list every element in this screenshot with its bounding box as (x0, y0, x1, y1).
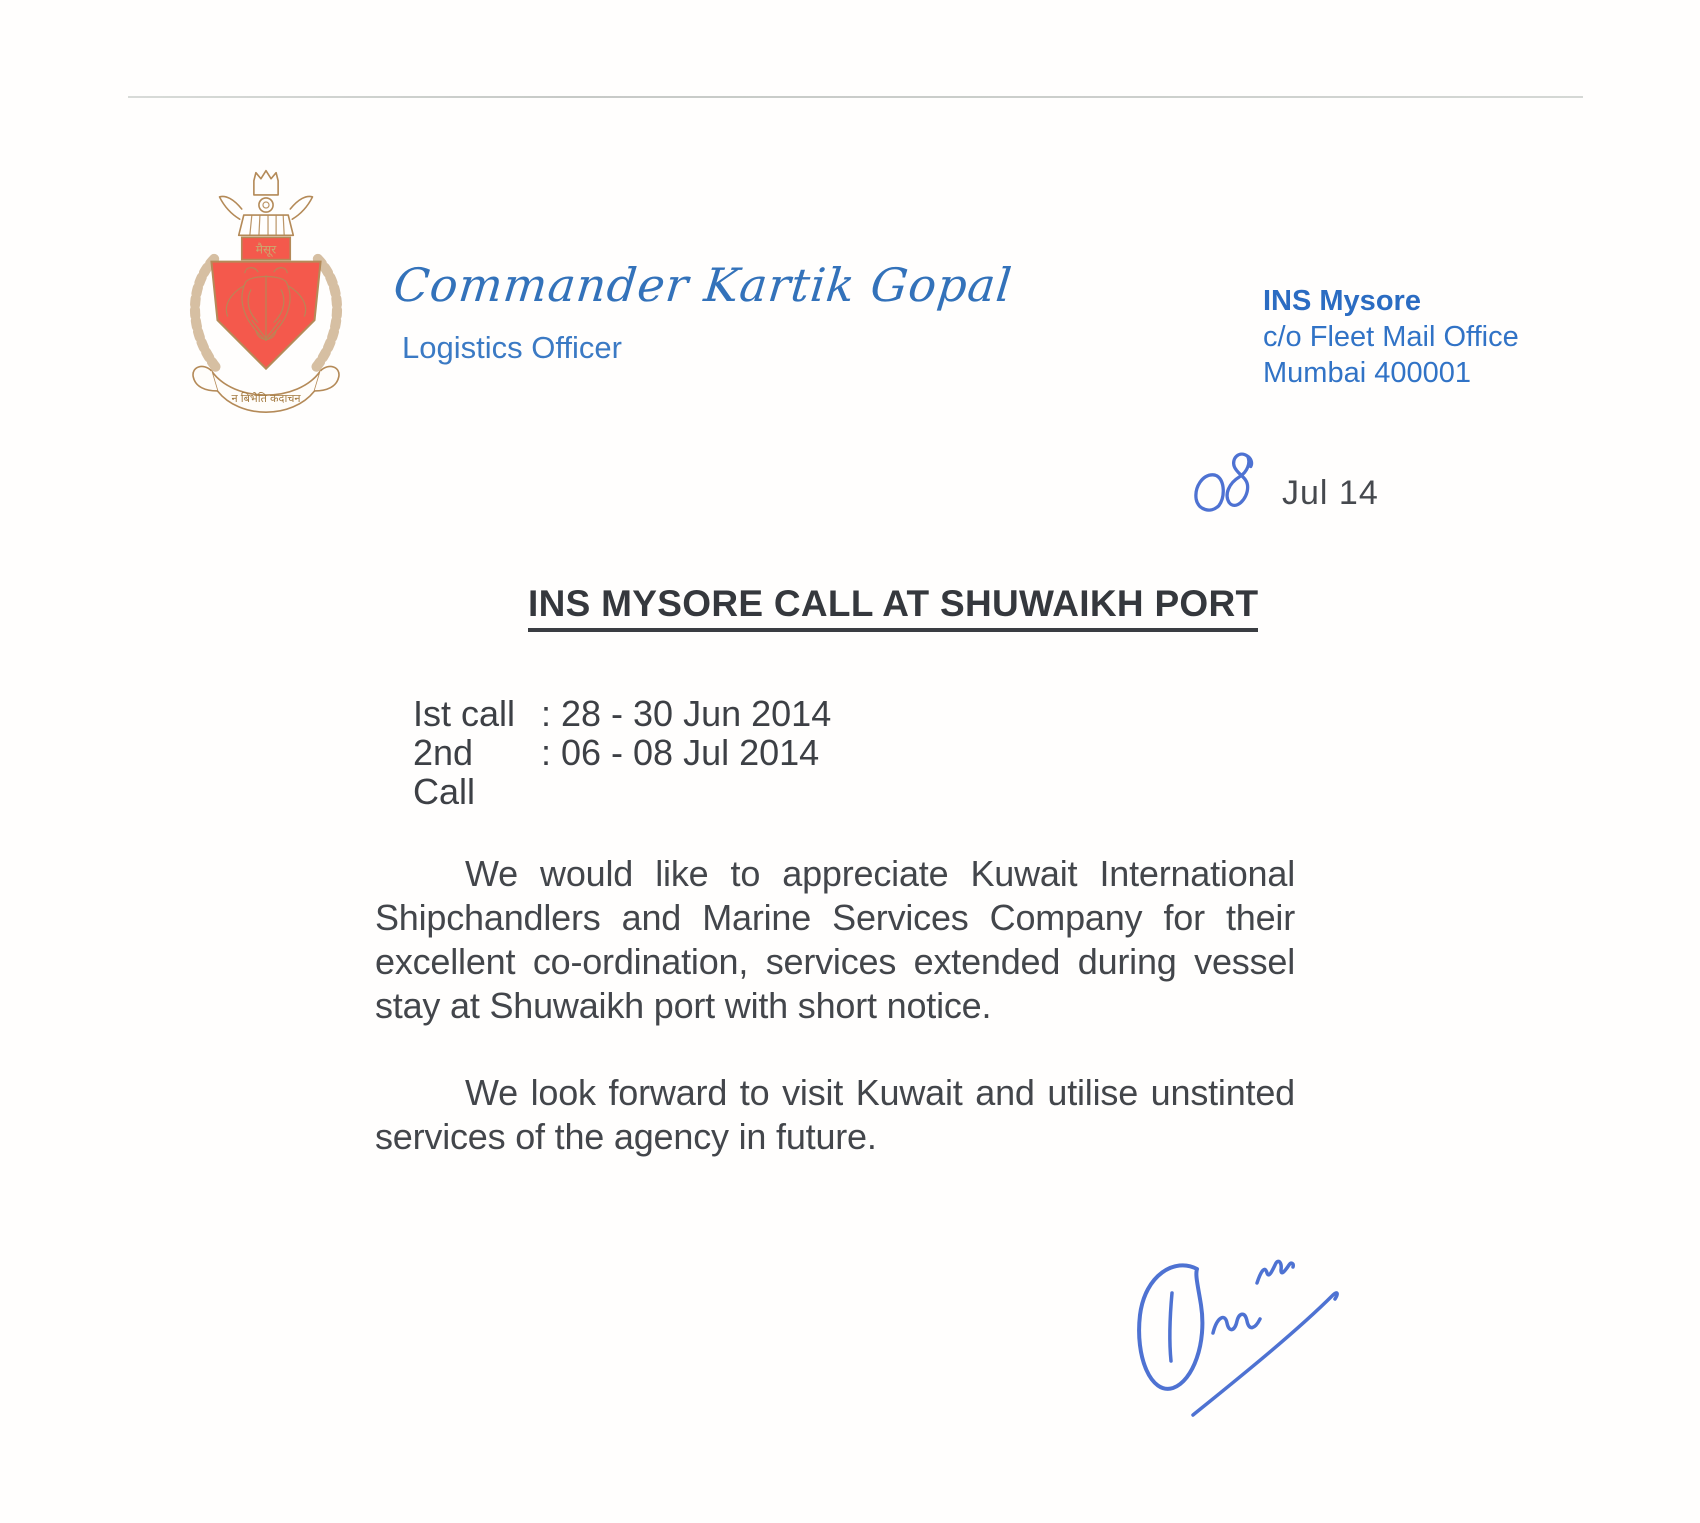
paragraph-appreciation: We would like to appreciate Kuwait International Shipchandlers and Marine Services Company for their excellent co-ordination, services extended during vessel stay at Shuwaikh port with short notice. (375, 853, 1295, 1026)
crest-motto-ribbon (193, 366, 339, 412)
officer-title: Logistics Officer (402, 330, 622, 365)
call-row-first (413, 694, 831, 733)
signature-ink (1125, 1253, 1355, 1431)
address-line-ship: INS Mysore (1263, 285, 1421, 317)
sender-address-block (1263, 283, 1519, 391)
address-line-office: c/o Fleet Mail Office (1263, 321, 1519, 353)
scan-divider-line (128, 96, 1583, 98)
call-2-value: : 06 - 08 Jul 2014 (541, 732, 820, 773)
naval-crown-icon (220, 171, 313, 236)
ins-mysore-crest-emblem (171, 168, 361, 430)
call-row-second (413, 733, 831, 811)
crest-name-plate (242, 237, 291, 259)
crest-motto-text: न बिभेति कदाचन (231, 393, 301, 406)
call-1-label: Ist call (413, 693, 516, 734)
paragraph-future: We look forward to visit Kuwait and utilise unstinted services of the agency in future. (375, 1072, 1295, 1157)
letter-title: INS MYSORE CALL AT SHUWAIKH PORT (528, 583, 1258, 632)
date-text: Jul 14 (1282, 474, 1379, 512)
call-schedule (413, 694, 831, 811)
officer-name: Commander Kartik Gopal (391, 258, 1015, 312)
handwritten-day-08 (1188, 446, 1260, 518)
crest-plate-text: मैसूर (255, 242, 277, 257)
address-line-city: Mumbai 400001 (1263, 357, 1471, 389)
call-1-value: : 28 - 30 Jun 2014 (541, 693, 832, 734)
call-2-label: 2nd Call (413, 732, 476, 812)
letter-body (375, 852, 1295, 1159)
